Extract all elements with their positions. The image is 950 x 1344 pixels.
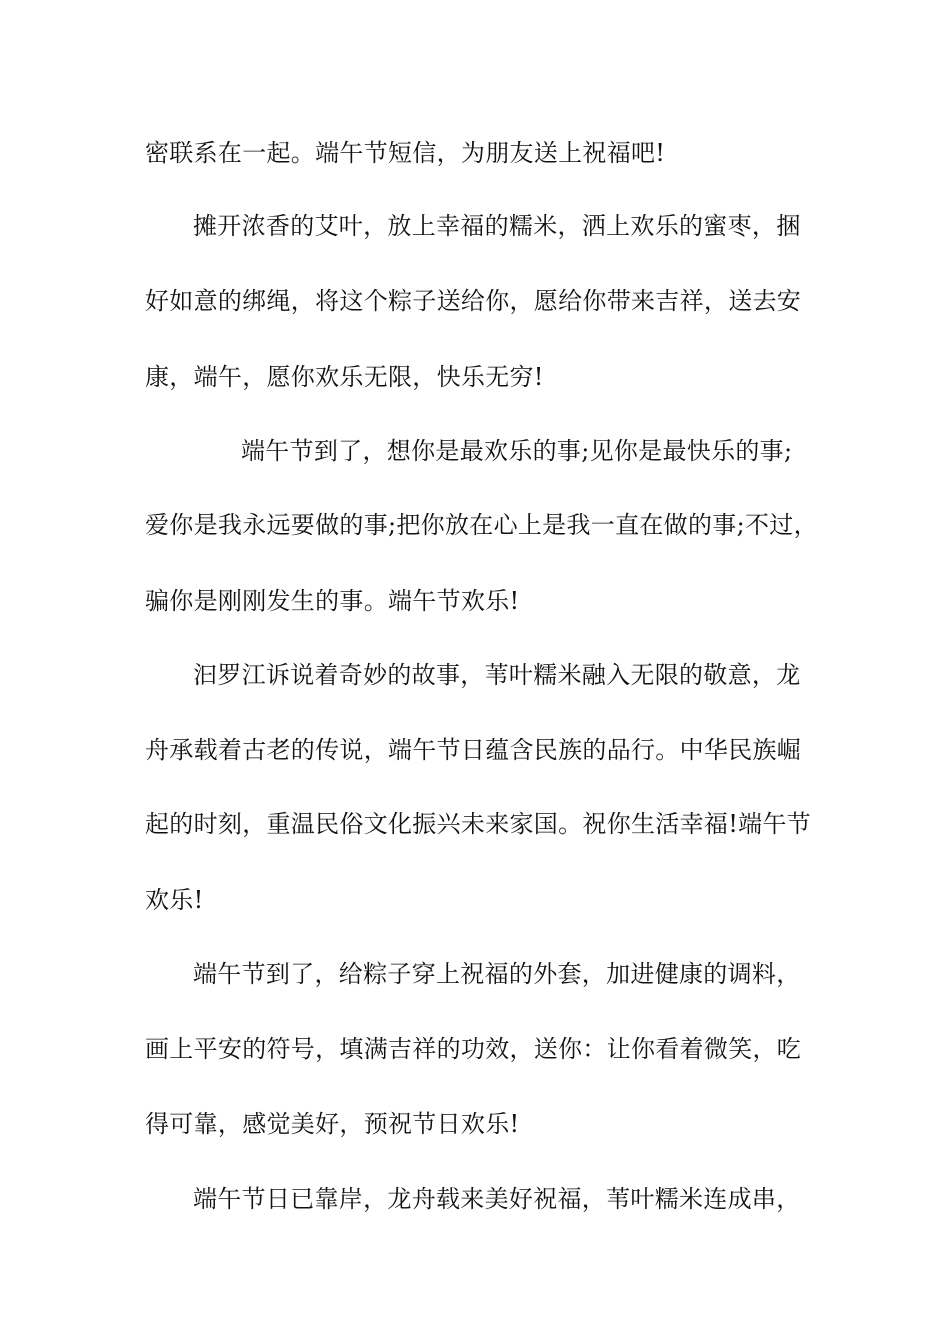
text-line: 画上平安的符号，填满吉祥的功效，送你：让你看着微笑，吃 xyxy=(145,1035,802,1063)
text-line: 得可靠，感觉美好，预祝节日欢乐! xyxy=(145,1110,520,1138)
text-line: 骗你是刚刚发生的事。端午节欢乐! xyxy=(145,587,520,615)
text-line: 端午节到了，给粽子穿上祝福的外套，加进健康的调料， xyxy=(193,960,801,988)
text-line: 欢乐! xyxy=(145,886,204,914)
text-line: 康，端午，愿你欢乐无限，快乐无穷! xyxy=(145,363,544,391)
text-line: 密联系在一起。端午节短信，为朋友送上祝福吧! xyxy=(145,139,666,167)
text-line: 好如意的绑绳，将这个粽子送给你，愿给你带来吉祥，送去安 xyxy=(145,287,802,315)
text-line: 端午节日已靠岸，龙舟载来美好祝福，苇叶糯米连成串， xyxy=(193,1185,801,1213)
text-line: 起的时刻，重温民俗文化振兴未来家国。祝你生活幸福!端午节 xyxy=(145,810,812,838)
text-line: 端午节到了，想你是最欢乐的事;见你是最快乐的事; xyxy=(241,437,793,465)
text-line: 汩罗江诉说着奇妙的故事，苇叶糯米融入无限的敬意，龙 xyxy=(193,661,801,689)
text-line: 摊开浓香的艾叶，放上幸福的糯米，洒上欢乐的蜜枣，捆 xyxy=(193,212,801,240)
text-line: 舟承载着古老的传说，端午节日蕴含民族的品行。中华民族崛 xyxy=(145,736,802,764)
text-line: 爱你是我永远要做的事;把你放在心上是我一直在做的事;不过， xyxy=(145,511,818,539)
